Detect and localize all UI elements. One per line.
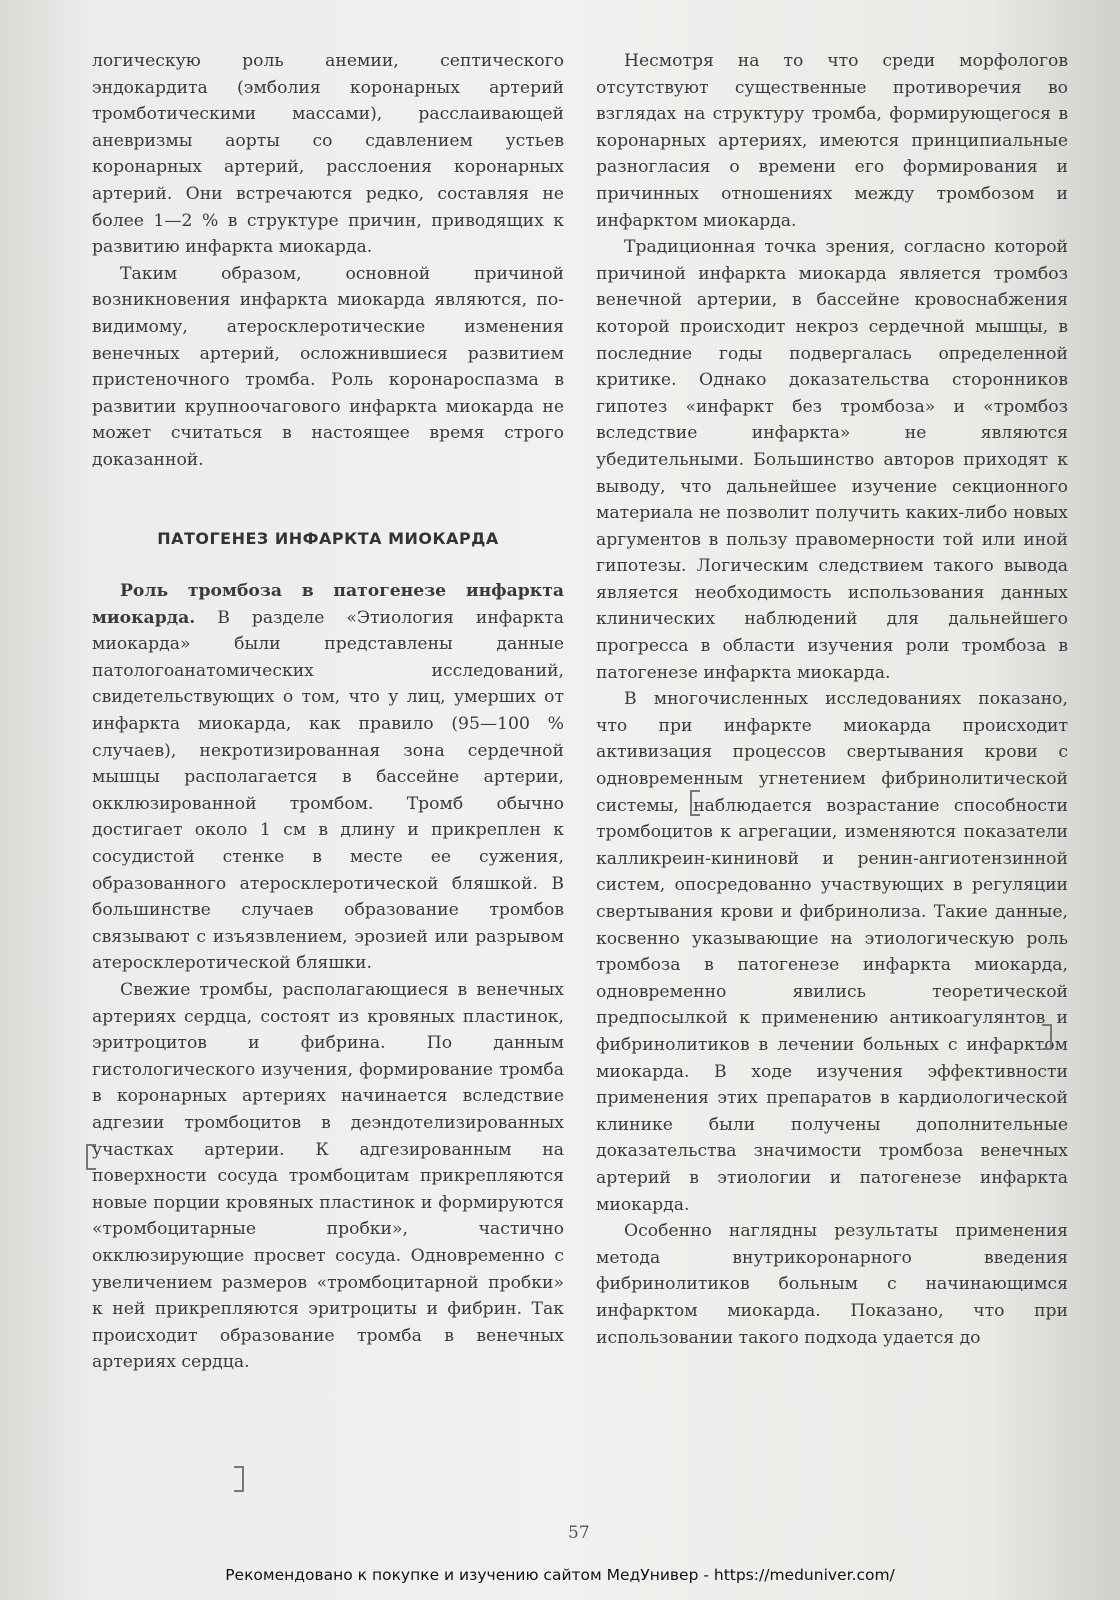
paragraph: Особенно наглядны результаты применения метода внутрикоронарного введения фибринолитиков больным с начинающимся инфарктом миокарда. Показано, что при использовании такого подхода удается до [596,1221,1068,1348]
section-heading: ПАТОГЕНЕЗ ИНФАРКТА МИОКАРДА [157,528,499,548]
paragraph: Несмотря на то что среди морфологов отсутствуют существенные противоречия во взглядах на структуру тромба, формирующегося в коронарных артериях, имеются принципиальные разногласия о времени его формирования и причинных отношениях между тромбозом и инфарктом миокарда. [596,51,1068,231]
paragraph: логическую роль анемии, септического эндокардита (эмболия коронарных артерий тромботическими массами), расслаивающей аневризмы аорты со сдавлением устьев коронарных артерий, расслоения коронарных артерий. Они встречаются редко, составляя не более 1—2 % в структуре причин, приводящих к развитию инфаркта миокарда. [92,51,564,258]
paragraph: Свежие тромбы, располагающиеся в венечных артериях сердца, состоят из кровяных пластинок, эритроцитов и фибрина. По данным гистологического изучения, формирование тромба в коронарных артериях начинается вследствие адгезии тромбоцитов в деэндотелизированных участках артерии. К адгезированным на поверхности сосуда тромбоцитам прикрепляются новые порции кровяных пластинок и формируются «тромбоцитарные пробки», частично окклюзирующие просвет сосуда. Одновременно с увеличением размеров «тромбоцитарной пробки» к ней прикрепляются эритроциты и фибрин. Так происходит образование тромба в венечных артериях сердца. [92,980,564,1373]
annotation-bracket [234,1466,244,1492]
paragraph [92,578,564,977]
paragraph: Традиционная точка зрения, согласно которой причиной инфаркта миокарда является тромбоз венечной артерии, в бассейне кровоснабжения которой происходит некроз сердечной мышцы, в последние годы подвергалась определенной критике. Однако доказательства сторонников гипотез «инфаркт без тромбоза» и «тромбоз вследствие инфаркта» не являются убедительными. Большинство авторов приходят к выводу, что дальнейшее изучение секционного материала не позволит получить каких-либо новых аргументов в пользу правомерности той или иной гипотезы. Логическим следствием такого вывода является необходимость использования данных клинических наблюдений для дальнейшего прогресса в области изучения роли тромбоза в патогенезе инфаркта миокарда. [596,237,1068,683]
run-in-heading: Роль тромбоза в патогенезе инфаркта миокарда. [92,581,564,628]
footer-note: Рекомендовано к покупке и изучению сайтом МедУнивер - https://meduniver.com/ [225,1566,895,1584]
right-column [596,48,1068,1351]
left-column [92,48,564,1376]
annotation-bracket [1042,1024,1052,1050]
paragraph: Таким образом, основной причиной возникновения инфаркта миокарда являются, по-видимому, атеросклеротические изменения венечных артерий, осложнившиеся развитием пристеночного тромба. Роль коронароспазма в развитии крупноочагового инфаркта миокарда не может считаться в настоящее время строго доказанной. [92,263,564,470]
paragraph-text: В разделе «Этиология инфаркта миокарда» были представлены данные патологоанатомических исследований, свидетельствующих о том, что у лиц, умерших от инфаркта миокарда, как правило (95—100 % случаев), некротизированная зона сердечной мышцы располагается в бассейне артерии, окклюзированной тромбом. Тромб обычно достигает около 1 см в длину и прикреплен к сосудистой стенке в месте ее сужения, образованного атеросклеротической бляшкой. В большинстве случаев образование тромбов связывают с изъязвлением, эрозией или разрывом атеросклеротической бляшки. [92,607,564,974]
annotation-bracket [690,790,700,816]
page-number: 57 [568,1523,590,1543]
paragraph: В многочисленных исследованиях показано, что при инфаркте миокарда происходит активизация процессов свертывания крови с одновременным угнетением фибринолитической системы, наблюдается возрастание способности тромбоцитов к агрегации, изменяются показатели калликреин-кининовй и ренин-ангиотензинной систем, опосредованно участвующих в регуляции свертывания крови и фибринолиза. Такие данные, косвенно указывающие на этиологическую роль тромбоза в патогенезе инфаркта миокарда, одновременно явились теоретической предпосылкой к применению антикоагулянтов и фибринолитиков в лечении больных с инфарктом миокарда. В ходе изучения эффективности применения этих препаратов в кардиологической клинике были получены дополнительные доказательства значимости тромбоза венечных артерий в этиологии и патогенезе инфаркта миокарда. [596,689,1068,1215]
annotation-bracket [86,1144,96,1170]
